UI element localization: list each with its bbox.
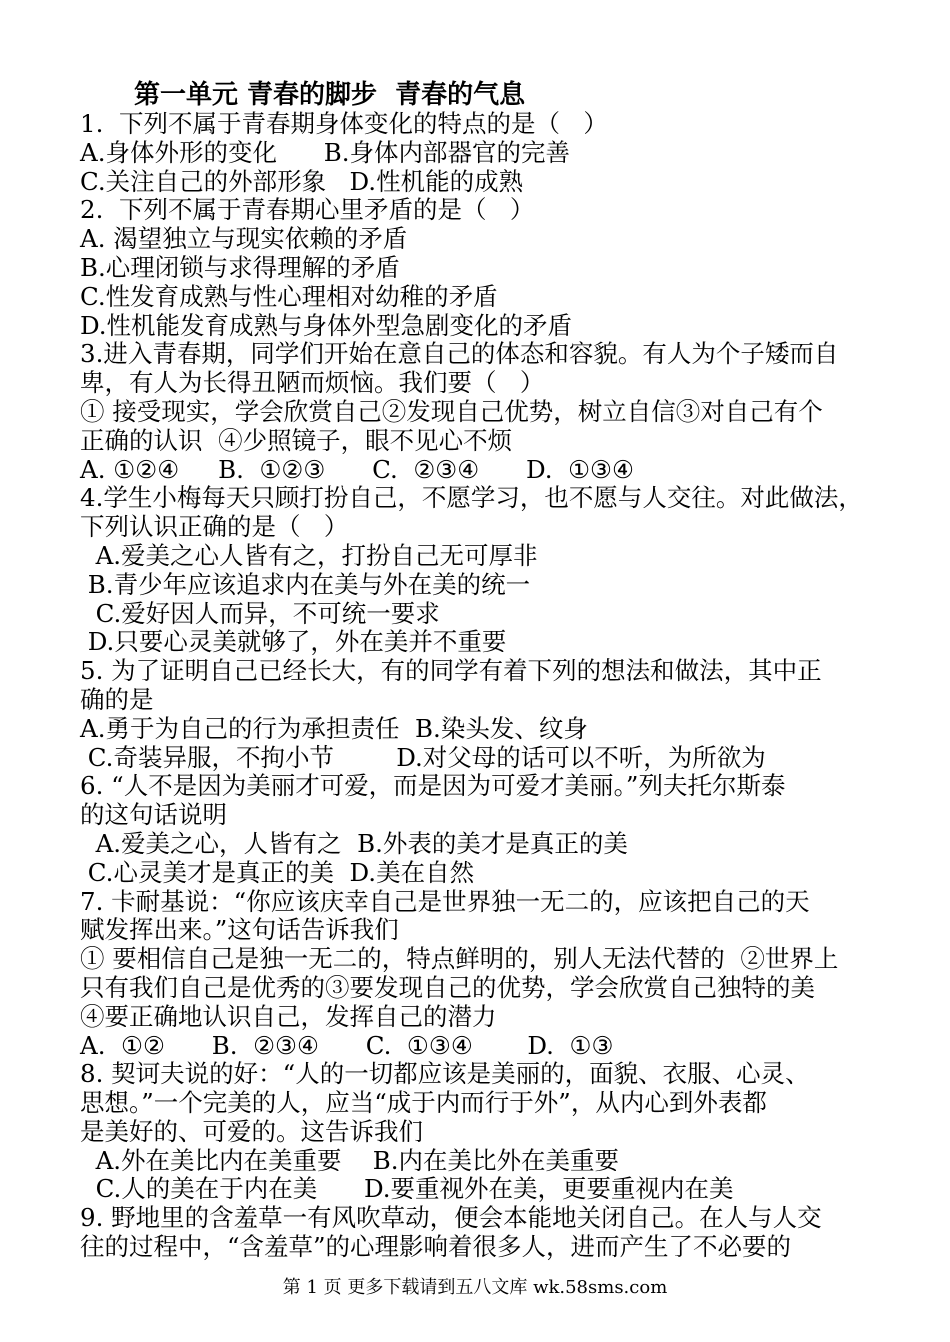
text-line: A.爱美之心，人皆有之 B.外表的美才是真正的美 [80, 828, 628, 858]
text-line: C.关注自己的外部形象 D.性机能的成熟 [80, 166, 524, 196]
text-line: 正确的认识 ④少照镜子，眼不见心不烦 [80, 425, 513, 455]
text-line: C.爱好因人而异，不可统一要求 [80, 598, 440, 628]
text-line: 5. 为了证明自己已经长大，有的同学有着下列的想法和做法，其中正 [80, 656, 822, 686]
text-line: 8. 契诃夫说的好：“人的一切都应该是美丽的，面貌、衣服、心灵、 [80, 1059, 810, 1089]
text-line: A. ①②④ B. ①②③ C. ②③④ D. ①③④ [80, 454, 634, 484]
text-line: D.只要心灵美就够了，外在美并不重要 [80, 627, 507, 657]
text-line: 6. “人不是因为美丽才可爱，而是因为可爱才美丽。”列夫托尔斯泰 [80, 771, 786, 801]
page-title: 第一单元 青春的脚步 青春的气息 [134, 80, 526, 110]
text-line: C.人的美在于内在美 D.要重视外在美，更要重视内在美 [80, 1174, 734, 1204]
text-line: A. 渴望独立与现实依赖的矛盾 [80, 224, 408, 254]
text-line: 下列认识正确的是（ ） [80, 512, 349, 542]
text-line: 的这句话说明 [80, 800, 227, 830]
text-line: A.外在美比内在美重要 B.内在美比外在美重要 [80, 1145, 619, 1175]
document-body [80, 110, 895, 1262]
text-line: A.身体外形的变化 B.身体内部器官的完善 [80, 137, 570, 167]
text-line: 思想。”一个完美的人，应当“成于内而行于外”，从内心到外表都 [80, 1088, 767, 1118]
text-line: 卑，有人为长得丑陋而烦恼。我们要（ ） [80, 368, 545, 398]
text-line: C.奇装异服，不拘小节 D.对父母的话可以不听，为所欲为 [80, 742, 766, 772]
page-footer: 第 1 页 更多下载请到五八文库 wk.58sms.com [282, 1277, 668, 1298]
text-line: 7. 卡耐基说：“你应该庆幸自己是世界独一无二的，应该把自己的天 [80, 886, 810, 916]
text-line: 9. 野地里的含羞草一有风吹草动，便会本能地关闭自己。在人与人交 [80, 1203, 822, 1233]
text-line: ④要正确地认识自己，发挥自己的潜力 [80, 1001, 497, 1031]
text-line: ① 要相信自己是独一无二的，特点鲜明的，别人无法代替的 ②世界上 [80, 944, 839, 974]
text-line: 4.学生小梅每天只顾打扮自己，不愿学习，也不愿与人交往。对此做法， [80, 483, 863, 513]
text-line: C.性发育成熟与性心理相对幼稚的矛盾 [80, 281, 498, 311]
text-line: C.心灵美才是真正的美 D.美在自然 [80, 857, 475, 887]
text-line: 确的是 [80, 684, 154, 714]
text-line: 只有我们自己是优秀的③要发现自己的优势，学会欣赏自己独特的美 [80, 972, 815, 1002]
text-line: 往的过程中，“含羞草”的心理影响着很多人，进而产生了不必要的 [80, 1232, 792, 1262]
text-line: 2. 下列不属于青春期心里矛盾的是（ ） [80, 195, 535, 225]
text-line: A.勇于为自己的行为承担责任 B.染头发、纹身 [80, 713, 588, 743]
text-line: 1. 下列不属于青春期身体变化的特点的是（ ） [80, 109, 608, 138]
text-line: B.心理闭锁与求得理解的矛盾 [80, 252, 400, 282]
text-line: D.性机能发育成熟与身体外型急剧变化的矛盾 [80, 310, 573, 340]
text-line: A.爱美之心人皆有之，打扮自己无可厚非 [80, 540, 538, 570]
text-line: 是美好的、可爱的。这告诉我们 [80, 1116, 423, 1146]
text-line: 3.进入青春期，同学们开始在意自己的体态和容貌。有人为个子矮而自 [80, 339, 839, 369]
text-line: A. ①② B. ②③④ C. ①③④ D. ①③ [80, 1030, 614, 1060]
text-line: B.青少年应该追求内在美与外在美的统一 [80, 569, 531, 599]
text-line: ① 接受现实，学会欣赏自己②发现自己优势，树立自信③对自己有个 [80, 396, 823, 426]
text-line: 赋发挥出来。”这句话告诉我们 [80, 915, 399, 945]
